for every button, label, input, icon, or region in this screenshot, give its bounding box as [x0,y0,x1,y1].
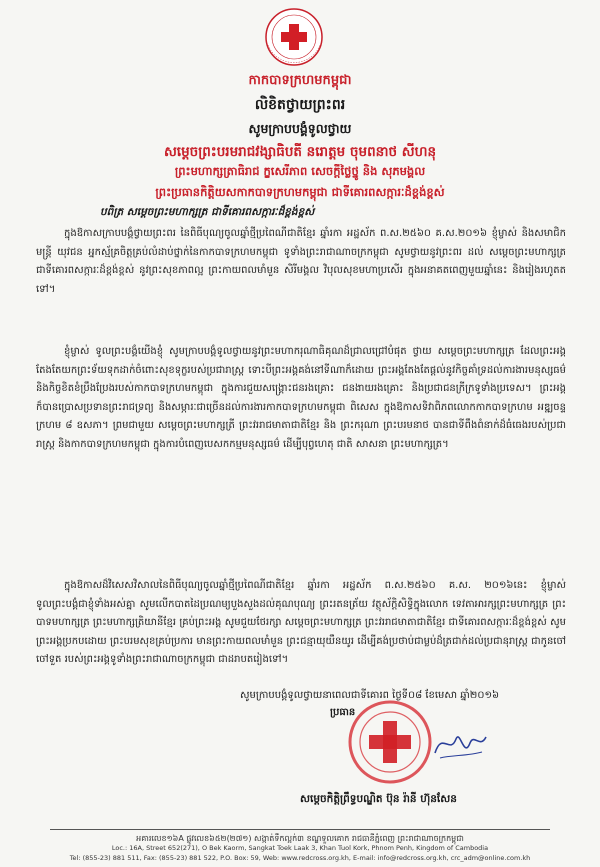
footer-contact: Tel: (855-23) 881 511, Fax: (855-23) 881 522, P.O. Box: 59, Web: www.redcross.org.kh, E-mail: info@redcross.org.kh, crc_adm@online.com.kh [69,854,531,862]
addressee-role: ព្រះប្រធានកិត្តិយសកាកបាទក្រហមកម្ពុជា ជាទីគោរពសក្ការៈដ៏ខ្ពង់ខ្ពស់ [155,185,445,199]
official-stamp-icon [345,697,435,787]
addressee-intro: សូមក្រាបបង្គំទូលថ្វាយ [248,121,352,136]
signer-name: សម្តេចកិត្តិព្រឹទ្ធបណ្ឌិត ប៊ុន រ៉ានី ហ៊ុនសែន [300,793,457,805]
footer-divider [50,829,550,830]
addressee-title: ព្រះមហាក្សត្រាធិរាជ ក្ខសេរីភាព​ សេចក្តីថ្លៃថ្នូ​ និង សុភមង្គល [174,164,426,178]
paragraph-3 [36,577,566,689]
paragraph-2 [36,343,566,571]
organization-name: កាកបាទក្រហមកម្ពុជា [248,73,352,88]
footer-address: Loc.: 16A, Street 652(271), O Bek Kaorm, Sangkat Toek Laak 3, Khan Tuol Kork, Phnom Penh, Kingdom of Cambodia [111,844,489,852]
paragraph-1-text: ក្នុងឱកាសក្រាបបង្គំថ្វាយព្រះពរ នៃពិធីបុណ្យចូលឆ្នាំថ្មីប្រពៃណីជាតិខ្មែរ ឆ្នាំរកា អដ្ឋស័ក ព.ស.២៥៦០ គ.ស.២០១៦ ខ្ញុំម្ចាស់ និងសមាជិក មន្ត្រី យុវជន អ្នកស្ម័គ្រចិត្តគ្រប់លំដាប់ថ្នាក់នៃកាកបាទក្រហមកម្ពុជា ទូទាំងព្រះរាជាណាចក្រកម្ពុជា សូមថ្វាយនូវព្រះពរ ដល់ សម្តេចព្រះមហាក្សត្រ ជាទីគោរពសក្ការៈដ៏ខ្ពង់ខ្ពស់ នូវព្រះសុខភាពល្អ ព្រះកាយពលមាំមួន សិរីមង្គល វិបុលសុខមហាប្រសើរ ក្នុងអនាគតពេញមួយឆ្នាំនេះ និងរៀងរហូតតទៅ។ [36,228,566,295]
salutation: បពិត្រ សម្តេចព្រះមហាក្សត្រ ជាទីគោរពសក្ការៈដ៏ខ្ពង់ខ្ពស់ [100,206,315,218]
paragraph-3-text: ក្នុងឱកាសដ៏វិសេសវិសាលនៃពិធីបុណ្យចូលឆ្នាំថ្មីប្រពៃណីជាតិខ្មែរ ឆ្នាំរកា អដ្ឋស័ក ព.ស.២៥៦០ គ.ស. ២០១៦នេះ ខ្ញុំម្ចាស់ ទូលព្រះបង្គំជាខ្ញុំទាំងអស់គ្នា សូមលើកបាតដៃប្រណម្យបួងសួងដល់គុណបុណ្យ ព្រះរតនត្រ័យ វត្ថុស័ក្តិសិទ្ធិក្នុងលោក ទេវតាអារក្សព្រះមហាក្សត្រ ព្រះបាទមហាក្សត្រ ព្រះមហាក្សត្រិយានីខ្មែរ គ្រប់ព្រះអង្គ សូមជួយថែរក្សា សម្តេចព្រះមហាក្សត្រ ព្រះវររាជមាតាជាតិខ្មែរ ជាទីគោរពសក្ការៈដ៏ខ្ពង់ខ្ពស់ សូមព្រះអង្គប្រកបដោយ ព្រះបរមសុខគ្រប់ប្រការ មានព្រះកាយពលមាំមួន ព្រះជន្មាយុយឺនយូរ ដើម្បីគង់ប្រថាប់ជាម្លប់ដ៏ត្រជាក់ដល់ប្រជានុរាស្ត្រ ជាកូនចៅ ចៅទួត របស់ព្រះអង្គទូទាំងព្រះរាជាណាចក្រកម្ពុជា ជាដរាបតរៀងទៅ។ [36,580,566,665]
paragraph-1 [36,225,566,335]
footer-khmer-address: អគារលេខ១៦A ផ្លូវលេខ៦៥២(២៧១) សង្កាត់ទឹកល្អក់៣ ខណ្ឌទួលគោក រាជធានីភ្នំពេញ ព្រះរាជាណាចក្រកម្ពុជា [136,834,464,843]
red-cross-logo [252,6,336,68]
letter-title: លិខិតថ្វាយព្រះពរ [254,97,346,113]
paragraph-2-text: ខ្ញុំម្ចាស់ ទូលព្រះបង្គំយើងខ្ញុំ សូមក្រាបបង្គំទូលថ្វាយនូវព្រះមហាករុណាធិគុណដ៏ជ្រាលជ្រៅបំផុត ថ្វាយ សម្តេចព្រះមហាក្សត្រ ដែលព្រះអង្គតែងតែយកព្រះទ័យទុកដាក់ចំពោះសុខទុក្ខរបស់ប្រជារាស្ត្រ ទោះបីព្រះអង្គគង់នៅទីណាក៏ដោយ ព្រះអង្គតែងតែផ្តល់នូវកិច្ចគាំទ្រដល់ការងារមនុស្សធម៌ និងកិច្ចខិតខំប្រឹងប្រែងរបស់កាកបាទក្រហមកម្ពុជា ក្នុងការជួយសង្គ្រោះជនរងគ្រោះ ជនងាយរងគ្រោះ និងប្រជាជនក្រីក្រទូទាំងប្រទេស។ ព្រះអង្គក៏បានប្រោសប្រទានព្រះរាជទ្រព្យ និងសម្ភារៈជាច្រើនដល់ការងារកាកបាទក្រហមកម្ពុជា ពិសេស ក្នុងឱកាសទិវាពិភពលោកកាកបាទក្រហម អឌ្ឍចន្ទក្រហម ៨ ឧសភា។ ព្រមជាមួយ សម្តេចព្រះមហាក្សត្រី ព្រះវររាជមាតាជាតិខ្មែរ និង ព្រះករុណា ព្រះបរមនាថ បានជាទីពឹងពំនាក់ដ៏ធំធេងរបស់ប្រជារាស្ត្រ និងកាកបាទក្រហមកម្ពុជា ក្នុងការបំពេញបេសកកម្មមនុស្សធម៌ ដើម្បីបុព្វហេតុ ជាតិ សាសនា ព្រះមហាក្សត្រ។ [36,346,566,450]
handwritten-signature-icon [430,725,490,765]
president-label: ប្រធាន [330,707,356,718]
addressee-name: សម្តេចព្រះបរមរាជវង្សាធិបតី នរោត្តម ចុមពនាថ សីហនុ [163,144,437,160]
closing-date-line: សូមក្រាបបង្គំទូលថ្វាយនាពេលជាទីគោរព ថ្ងៃទី០៨ ខែមេសា ឆ្នាំ២០១៦ [240,690,500,701]
